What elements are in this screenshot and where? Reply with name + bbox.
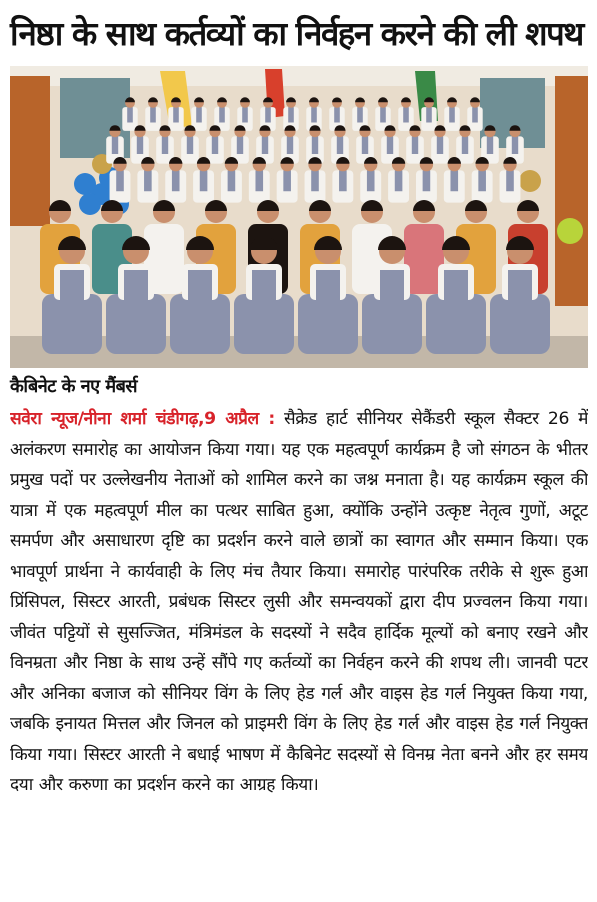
photo-student-r1-1-tie bbox=[137, 136, 143, 154]
photo-front-student-7-pinafore bbox=[508, 270, 532, 314]
photo-student-r0-1-tie bbox=[150, 107, 156, 122]
photo-student-r1-4-tie bbox=[212, 136, 218, 154]
group-photo bbox=[10, 66, 588, 368]
photo-student-r1-13-tie bbox=[437, 136, 443, 154]
photo-front-student-0-pinafore bbox=[60, 270, 84, 314]
photo-student-r2-5-tie bbox=[255, 170, 263, 191]
photo-student-r0-6-tie bbox=[265, 107, 271, 122]
photo-door-left bbox=[10, 76, 50, 226]
photo-student-r1-14-tie bbox=[462, 136, 468, 154]
photo-front-student-4-pinafore bbox=[316, 270, 340, 314]
article-dateline: सवेरा न्यूज/नीना शर्मा चंडीगढ़,9 अप्रैल : bbox=[10, 409, 275, 429]
group-photo-illustration bbox=[10, 66, 588, 368]
photo-student-r0-4-tie bbox=[219, 107, 225, 122]
photo-student-r1-2-tie bbox=[162, 136, 168, 154]
photo-front-student-3-pinafore bbox=[252, 270, 276, 314]
photo-student-r1-16-tie bbox=[512, 136, 518, 154]
photo-student-r0-14-tie bbox=[449, 107, 455, 122]
article-text: सैक्रेड हार्ट सीनियर सेकैंडरी स्कूल सैक्टर 26 में अलंकरण समारोह का आयोजन किया गया। यह एक महत्वपूर्ण कार्यक्रम है जो संगठन के भीतर प्रमुख पदों पर उल्लेखनीय नेताओं को शामिल करने का जश्न मनाता है। यह कार्यक्रम स्कूल की यात्रा में एक महत्वपूर्ण मील का पत्थर साबित हुआ, क्योंकि उन्होंने उत्कृष्ट नेतृत्व गुणों, अटूट समर्पण और असाधारण दृष्टि का प्रदर्शन करने वाले छात्रों का स्वागत और सम्मान किया। एक भावपूर्ण प्रार्थना ने कार्यवाही के लिए मंच तैयार किया। समारोह पारंपरिक तरीके से शुरू हुआ प्रिंसिपल, सिस्टर आरती, प्रबंधक सिस्टर लुसी और समन्वयकों द्वारा दीप प्रज्वलन किया गया। जीवंत पट्टियों से सुसज्जित, मंत्रिमंडल के सदस्यों ने सदैव हार्दिक मूल्यों को बनाए रखने और विनम्रता और निष्ठा के साथ उन्हें सौंपे गए कर्तव्यों का निर्वहन करने की शपथ ली। जानवी पटर और अनिका बजाज को सीनियर विंग के लिए हेड गर्ल और वाइस हेड गर्ल नियुक्त किया गया, जबकि इनायत मित्तल और जिनल को प्राइमरी विंग के लिए हेड गर्ल और वाइस हेड गर्ल नियुक्त किया गया। सिस्टर आरती ने बधाई भाषण में कैबिनेट सदस्यों से विनम्र नेता बनने और हर समय दया और करुणा का प्रदर्शन करने का आग्रह किया। bbox=[10, 409, 588, 795]
photo-door-right bbox=[555, 76, 588, 306]
photo-student-r2-0-tie bbox=[116, 170, 124, 191]
photo-student-r2-8-tie bbox=[339, 170, 347, 191]
photo-student-r2-11-tie bbox=[423, 170, 431, 191]
photo-front-student-1-pinafore bbox=[124, 270, 148, 314]
photo-student-r1-5-tie bbox=[237, 136, 243, 154]
photo-student-r0-3-tie bbox=[196, 107, 202, 122]
photo-front-student-5-pinafore bbox=[380, 270, 404, 314]
photo-student-r2-13-tie bbox=[478, 170, 486, 191]
photo-student-r1-6-tie bbox=[262, 136, 268, 154]
photo-front-student-6-pinafore bbox=[444, 270, 468, 314]
photo-student-r1-15-tie bbox=[487, 136, 493, 154]
photo-student-r1-3-tie bbox=[187, 136, 193, 154]
photo-student-r1-10-tie bbox=[362, 136, 368, 154]
photo-balloon-gold-right bbox=[519, 170, 541, 192]
photo-student-r2-9-tie bbox=[367, 170, 375, 191]
photo-student-r2-12-tie bbox=[450, 170, 458, 191]
photo-student-r0-15-tie bbox=[472, 107, 478, 122]
photo-student-r2-3-tie bbox=[200, 170, 208, 191]
photo-student-r0-5-tie bbox=[242, 107, 248, 122]
photo-student-r1-9-tie bbox=[337, 136, 343, 154]
photo-student-r2-6-tie bbox=[283, 170, 291, 191]
photo-student-r1-12-tie bbox=[412, 136, 418, 154]
photo-student-r0-7-tie bbox=[288, 107, 294, 122]
photo-student-r0-13-tie bbox=[426, 107, 432, 122]
photo-student-r0-8-tie bbox=[311, 107, 317, 122]
photo-student-r2-14-tie bbox=[506, 170, 514, 191]
photo-student-r2-10-tie bbox=[395, 170, 403, 191]
photo-balloon-green bbox=[557, 218, 583, 244]
photo-student-r1-0-tie bbox=[112, 136, 118, 154]
photo-student-r0-9-tie bbox=[334, 107, 340, 122]
photo-student-r0-10-tie bbox=[357, 107, 363, 122]
photo-student-r2-7-tie bbox=[311, 170, 319, 191]
photo-student-r2-4-tie bbox=[228, 170, 236, 191]
photo-student-r2-2-tie bbox=[172, 170, 180, 191]
photo-front-student-2-pinafore bbox=[188, 270, 212, 314]
photo-student-r0-12-tie bbox=[403, 107, 409, 122]
photo-student-r2-1-tie bbox=[144, 170, 152, 191]
photo-caption: कैबिनेट के नए मैंबर्स bbox=[10, 376, 138, 397]
article-body bbox=[10, 404, 588, 896]
headline: निष्ठा के साथ कर्तव्यों का निर्वहन करने की ली शपथ bbox=[10, 14, 583, 53]
photo-student-r0-0-tie bbox=[127, 107, 133, 122]
photo-student-r0-2-tie bbox=[173, 107, 179, 122]
photo-balloon-blue-2 bbox=[79, 193, 101, 215]
photo-student-r1-7-tie bbox=[287, 136, 293, 154]
photo-student-r1-11-tie bbox=[387, 136, 393, 154]
photo-student-r1-8-tie bbox=[312, 136, 318, 154]
photo-student-r0-11-tie bbox=[380, 107, 386, 122]
